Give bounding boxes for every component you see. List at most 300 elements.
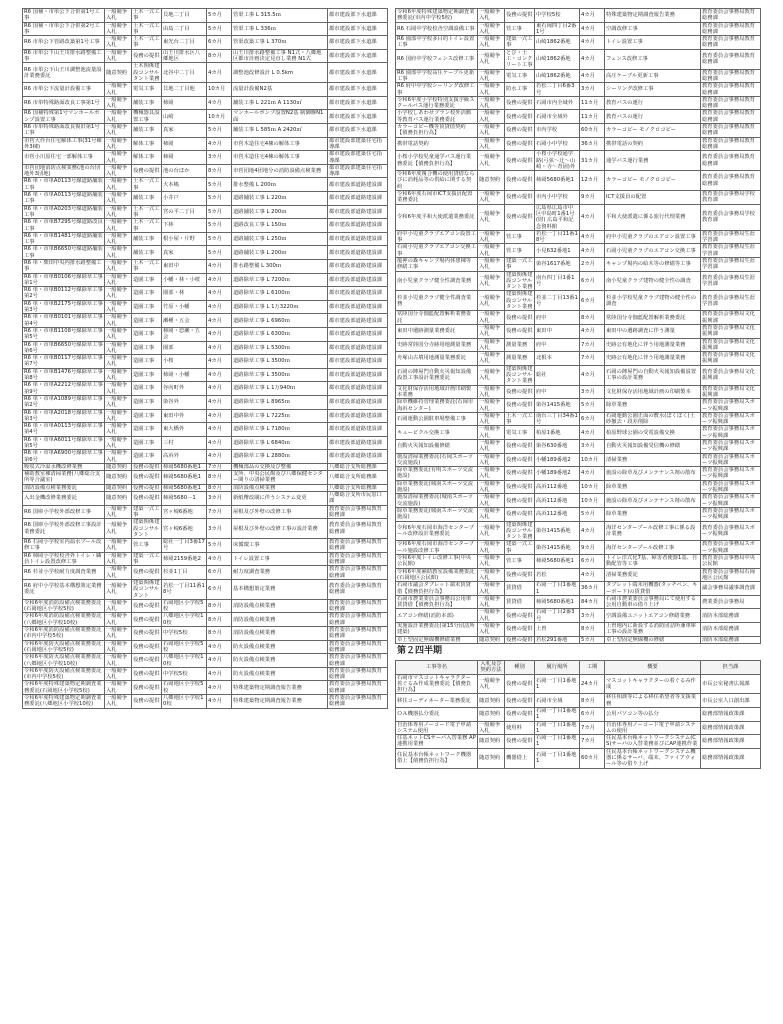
- table-cell: 舗装工事: [132, 192, 162, 206]
- table-cell: 役務の提供: [505, 480, 535, 494]
- table-cell: 屋根及び外壁の改修工事: [232, 505, 328, 519]
- table-cell: 史跡常陸国分寺跡用地測量業務: [396, 338, 478, 352]
- table-cell: 教育委員会事務局生涯学習課: [701, 230, 761, 244]
- table-cell: 一般競争入札: [105, 539, 132, 553]
- table-cell: R6 柿岡小学校校舎外トイレ・職員トイレ設置改修工事: [23, 552, 105, 566]
- section-title: 第２四半期: [397, 645, 443, 656]
- table-row: [23, 259, 388, 273]
- table-cell: 随意契約: [105, 463, 132, 470]
- table-cell: 土木一式工事: [506, 412, 533, 426]
- table-cell: 北谷中二丁目: [162, 63, 207, 83]
- table-cell: 測量業務: [505, 352, 535, 366]
- table-cell: 一般競争入札: [478, 271, 505, 291]
- table-cell: R6 園部中学校多目的トイレ設置工事: [396, 36, 478, 50]
- table-cell: 建築関係建設コンサルタント業務: [506, 365, 533, 385]
- table-cell: 空調改修工事: [605, 22, 701, 36]
- table-cell: 管工事: [505, 555, 535, 569]
- table-cell: 4カ月: [207, 287, 232, 301]
- table-cell: 令和6年度特殊建築物定期調査業務委託(石岡地区小学校5校): [23, 681, 105, 695]
- table-cell: 教育委員会事務局教育総務課: [328, 613, 388, 627]
- table-cell: 史跡公有地化に伴う用地測量業務: [605, 338, 701, 352]
- table-cell: 教育委員会事務局教育総務課: [701, 49, 761, 69]
- table-cell: 解体工事: [132, 137, 162, 151]
- table-row: [396, 636, 761, 643]
- table-cell: キューピクル交換工事: [396, 426, 478, 440]
- table-cell: 一般競争入札: [105, 164, 132, 178]
- table-cell: 4カ月: [580, 568, 605, 582]
- table-cell: 4カ月: [207, 259, 232, 273]
- table-cell: 建築一式工事: [133, 552, 160, 566]
- table-cell: 役務の提供: [132, 599, 162, 613]
- table-cell: 教育委員会事務局教育総務課: [701, 171, 761, 191]
- table-cell: 6カ月: [580, 291, 605, 311]
- table-cell: 土木一式工事: [133, 219, 160, 232]
- table-row: [396, 582, 761, 596]
- table-cell: 管工事: [505, 244, 535, 258]
- table-cell: 東大橋外: [162, 423, 207, 437]
- table-cell: 8カ月: [207, 164, 232, 178]
- table-cell: 石岡小児童クラブエアコン交換工事: [397, 244, 476, 257]
- table-row: [23, 566, 388, 580]
- table-cell: 一般競争入札: [478, 721, 505, 735]
- table-cell: 4カ月: [580, 36, 605, 50]
- table-cell: 教育バスの運行: [605, 110, 701, 124]
- table-cell: 令和6年度小学校特別支援学級スクールバス運行業務委託: [396, 96, 478, 110]
- table-cell: 10カ月: [580, 494, 605, 508]
- table-cell: 教育委員会事務局教育総務課: [328, 579, 388, 599]
- table-cell: 一般競争入札: [478, 412, 505, 426]
- table-cell: 4カ月: [580, 365, 605, 385]
- table-cell: 役務の提供: [505, 399, 535, 413]
- table-cell: R6 国補・市単公下合併第1号工事: [23, 9, 105, 23]
- table-cell: R6 市単特殊路面改良工事第1号: [23, 96, 105, 110]
- table-cell: 建築一式工事: [506, 36, 533, 49]
- table-cell: 一般競争入札: [105, 355, 132, 369]
- table-cell: 一般競争入札: [105, 613, 132, 627]
- table-cell: 特殊建築物定期調査報告業務: [232, 694, 328, 708]
- table-cell: 一般競争入札: [105, 9, 132, 23]
- table-cell: 令和6年度消防設備点検業務委託(石岡地区小学校5校): [23, 599, 105, 613]
- table-cell: 36カ月: [580, 582, 605, 596]
- table-cell: 6カ月: [580, 271, 605, 291]
- table-cell: 10カ月: [207, 110, 232, 124]
- table-cell: 石岡一丁目1番地1: [535, 707, 580, 721]
- table-cell: 基本構想策定業務: [232, 579, 328, 599]
- table-cell: 教育委員会事務局文化振興課: [701, 365, 761, 385]
- left-table: [22, 8, 388, 709]
- table-cell: 5カ月: [207, 246, 232, 260]
- table-cell: 東石岡四丁目2番1号: [535, 22, 580, 36]
- table-cell: 道路除草工事 L 8965ｍ: [232, 395, 328, 409]
- table-cell: 農業委員会事務局: [701, 595, 761, 609]
- table-cell: 竹原・小幡: [162, 300, 207, 314]
- table-cell: 杉並二丁目13番1号: [535, 291, 580, 311]
- table-cell: 造園工事: [132, 273, 162, 287]
- table-row: [396, 748, 761, 768]
- table-cell: 一般競争入札: [105, 137, 132, 151]
- table-cell: 除草業務委託(有明スポーツ交流施設): [396, 467, 478, 481]
- table-cell: 教育委員会事務局教育総務課: [701, 96, 761, 110]
- left-column: [22, 8, 387, 709]
- table-cell: 中学校5校: [162, 627, 207, 641]
- table-cell: 消防設備点検業務: [232, 484, 328, 491]
- table-cell: 都市建設部道路建設課: [328, 355, 388, 369]
- table-row: [23, 124, 388, 138]
- table-cell: 31カ月: [580, 151, 605, 171]
- column-header: 工事等名: [396, 660, 478, 674]
- table-cell: 一般競争入札: [105, 395, 132, 409]
- table-cell: 一般競争入札: [105, 96, 132, 110]
- table-cell: カラーコピー モノクロコピー: [605, 124, 701, 138]
- table-cell: 4カ月: [580, 22, 605, 36]
- table-cell: 8カ月: [207, 49, 232, 63]
- table-cell: 管工事: [505, 230, 535, 244]
- table-cell: 清掃業務: [605, 453, 701, 467]
- table-cell: 4カ月: [207, 694, 232, 708]
- column-header: 入札及び契約方法: [478, 660, 505, 674]
- table-cell: 一般競争入札: [105, 640, 132, 654]
- table-cell: 教育委員会事務局教育総務課: [328, 654, 388, 668]
- table-row: [396, 694, 761, 708]
- table-row: [23, 613, 388, 627]
- table-cell: 小桜小学校児童通学バス運行業務委託【債務負担行為】: [396, 151, 478, 171]
- table-row: [23, 232, 388, 246]
- table-cell: 3カ月: [580, 440, 605, 454]
- table-cell: 5カ月: [207, 539, 232, 553]
- table-cell: 4カ月: [207, 63, 232, 83]
- table-cell: 3カ月: [207, 151, 232, 165]
- table-cell: 染谷630番地: [535, 440, 580, 454]
- table-cell: 石岡運動公園駐車場整備工事: [396, 412, 478, 426]
- column-header: 種別: [505, 660, 535, 674]
- table-cell: 防火設備点検業務: [232, 667, 328, 681]
- table-cell: 7カ月: [580, 338, 605, 352]
- table-cell: 24カ月: [580, 674, 605, 694]
- table-cell: 一般競争入札: [478, 467, 505, 481]
- table-cell: 役務の提供: [505, 324, 535, 338]
- table-cell: 役務の提供: [505, 623, 535, 637]
- table-cell: 一般競争入札: [478, 110, 505, 124]
- table-row: [23, 36, 388, 50]
- table-cell: 一般競争入札: [478, 568, 505, 582]
- table-cell: 4カ月: [580, 467, 605, 481]
- table-row: [23, 63, 388, 83]
- table-cell: 造園工事: [132, 409, 162, 423]
- table-cell: 役務の提供: [505, 96, 535, 110]
- table-cell: 自治体専用ノーコード電子申請システム使用: [396, 721, 478, 735]
- table-cell: 史跡公有地化に伴う用地測量業務: [605, 352, 701, 366]
- table-row: [23, 539, 388, 553]
- table-cell: 役務の提供: [505, 694, 535, 708]
- table-cell: 一般競争入札: [478, 151, 505, 171]
- table-cell: 6カ月: [580, 412, 605, 426]
- table-cell: 貝地二丁目: [162, 9, 207, 23]
- table-cell: 都市建設部下水道課: [328, 110, 388, 124]
- table-cell: 一般競争入札: [105, 314, 132, 328]
- table-row: [396, 494, 761, 508]
- table-cell: 4カ月: [580, 204, 605, 230]
- table-cell: 4カ月: [580, 69, 605, 83]
- table-cell: 84カ月: [580, 595, 605, 609]
- table-cell: 排水整備 L 200ｍ: [232, 178, 328, 192]
- table-cell: 都市建設部道路建設課: [328, 382, 388, 396]
- table-cell: 防火設備点検業務: [232, 640, 328, 654]
- table-cell: 染谷1415番地: [535, 521, 580, 541]
- table-cell: 教育委員会事務局スポーツ振興課: [701, 480, 761, 494]
- table-cell: 教育バスの運行: [605, 96, 701, 110]
- table-cell: 教育委員会事務局教育総務課: [701, 151, 761, 171]
- table-cell: 三村: [162, 436, 207, 450]
- table-cell: 道路除草工事 L 6300ｍ: [232, 327, 328, 341]
- table-cell: 教育委員会事務局教育総務課: [328, 505, 388, 519]
- table-cell: 宮ヶ崎6番地: [162, 519, 207, 539]
- table-cell: R6 単・市単B1476号線除草工事第8号: [24, 368, 103, 382]
- table-cell: 機器借上: [505, 748, 535, 768]
- table-cell: 山崎1862番地: [535, 36, 580, 50]
- table-cell: 4カ月: [207, 137, 232, 151]
- table-cell: 役務の提供: [132, 667, 162, 681]
- table-cell: 令和6年度石岡市ICT支援員配置業務委託: [396, 191, 478, 205]
- table-cell: 3カ月: [207, 492, 232, 506]
- table-cell: 役務の提供: [505, 110, 535, 124]
- table-cell: 都市建設部道路建設課: [328, 300, 388, 314]
- table-cell: 根小屋・片野: [162, 232, 207, 246]
- table-cell: 都市建設部道路建設課: [328, 232, 388, 246]
- table-cell: 造園工事: [132, 314, 162, 328]
- table-row: [23, 409, 388, 423]
- table-cell: 小幡189番地2: [535, 467, 580, 481]
- right-table: [395, 8, 761, 644]
- table-cell: 教育委員会事務局教育総務課: [328, 539, 388, 553]
- table-cell: 造園工事: [132, 355, 162, 369]
- table-cell: 一般競争入札: [478, 22, 505, 36]
- table-cell: R6 単・市単A6011号線除草工事第5号: [24, 436, 103, 449]
- table-cell: R6 単・市単A2212号線除草工事第9号: [24, 382, 103, 395]
- table-cell: R6 単・市単B0112号線除草工事第2号: [24, 287, 103, 300]
- table-cell: 道路舗装工事 L 200ｍ: [232, 205, 328, 219]
- table-cell: 海洋センタープール改修工事: [605, 541, 701, 555]
- table-cell: 石岡一丁目1番地1: [535, 721, 580, 735]
- table-cell: 造園工事: [132, 450, 162, 464]
- table-cell: 常陸国分寺伽藍配置解析業務委託: [605, 311, 701, 325]
- table-row: [23, 667, 388, 681]
- table-cell: 役務の提供: [505, 151, 535, 171]
- quarter2-table: [395, 660, 761, 769]
- table-cell: 道路改良工事 L 150ｍ: [232, 219, 328, 233]
- table-cell: 南小児童クラブ健全性調査業務: [396, 271, 478, 291]
- table-cell: 舗装工事: [132, 124, 162, 138]
- table-cell: 中学校5校: [535, 9, 580, 23]
- table-cell: 住民基本台帳ネットワークシステム(CS)サーバの入替業務並びにAP連携作業: [605, 735, 701, 749]
- table-row: [23, 599, 388, 613]
- table-cell: 6カ月: [207, 566, 232, 580]
- table-cell: 教育委員会事務局スポーツ振興課: [701, 507, 761, 521]
- table-cell: 府中: [535, 385, 580, 399]
- table-cell: 一般競争入札: [105, 327, 132, 341]
- table-cell: R6 国補特殊第1号マンホールポンプ設置工事: [23, 110, 105, 124]
- table-cell: 都市建設部道路建設課: [328, 219, 388, 233]
- table-row: [23, 110, 388, 124]
- table-row: [23, 83, 388, 97]
- table-cell: 公用パソコン等の払分: [605, 707, 701, 721]
- table-cell: 随意契約: [105, 471, 132, 485]
- table-cell: 柿岡・小幡: [162, 368, 207, 382]
- table-cell: 都市建設部建築住宅指導課: [328, 151, 388, 165]
- table-cell: 建築関係建設コンサルタント: [133, 579, 160, 599]
- table-cell: 都市建設部下水道課: [328, 22, 388, 36]
- table-cell: 府中: [535, 338, 580, 352]
- table-cell: 住基ネットCSサーバ入替業務 AP連携用業務: [397, 735, 476, 748]
- table-cell: 卓上型固定無線機修繕業務: [396, 636, 478, 643]
- table-cell: 造園工事: [132, 395, 162, 409]
- table-cell: 一般競争入札: [105, 450, 132, 464]
- table-cell: 吸収式冷温水機改修業務: [23, 463, 105, 470]
- table-cell: 石岡の陣屋門の自動火災報知設備設置工事の設計業務: [605, 365, 701, 385]
- table-cell: 流量計設備N2基: [232, 83, 328, 97]
- table-cell: 9カ月: [580, 541, 605, 555]
- table-cell: 教育委員会事務局スポーツ振興課: [701, 467, 761, 481]
- table-cell: 役務の提供: [505, 191, 535, 205]
- table-cell: 造園工事: [132, 327, 162, 341]
- table-row: [23, 22, 388, 36]
- table-cell: 南台三丁目34番1号: [536, 412, 578, 426]
- table-cell: 教育委員会事務局教育総務課: [701, 110, 761, 124]
- table-cell: 一般競争入札: [478, 507, 505, 521]
- table-cell: 教育委員会事務局教育総務課: [328, 627, 388, 641]
- table-cell: 教育委員会事務局文化振興課: [701, 311, 761, 325]
- table-cell: 令和6年度トイレ改修工事(中央公民館): [396, 555, 478, 569]
- table-row: [23, 192, 388, 206]
- table-cell: 携帯電話契約: [396, 137, 478, 151]
- table-cell: 一般競争入札: [105, 423, 132, 437]
- table-cell: 随意契約: [478, 748, 505, 768]
- table-cell: 一般競争入札: [105, 409, 132, 423]
- table-cell: 役務の提供: [505, 311, 535, 325]
- table-row: [23, 341, 388, 355]
- table-row: [396, 96, 761, 110]
- table-cell: 由島二丁目: [162, 22, 207, 36]
- table-cell: 一般競争入札: [478, 480, 505, 494]
- table-cell: 杉並小児童クラブ健全性調査業務: [396, 291, 478, 311]
- column-header: 概要: [605, 660, 701, 674]
- table-row: [23, 463, 388, 470]
- table-cell: 5カ月: [207, 192, 232, 206]
- table-cell: 北根本: [535, 352, 580, 366]
- table-cell: 消防設備点検業務: [232, 599, 328, 613]
- table-cell: 舗装工事: [132, 246, 162, 260]
- table-cell: 一般競争入札: [105, 36, 132, 50]
- table-cell: 造園工事: [132, 341, 162, 355]
- table-cell: 道路除草工事 L 6840ｍ: [232, 436, 328, 450]
- table-cell: 耐力度調査業務: [232, 566, 328, 580]
- table-cell: 都市建設部道路建設課: [328, 259, 388, 273]
- table-cell: 教育委員会事務局生涯学習課: [701, 291, 761, 311]
- table-cell: 土木一式工事: [133, 205, 160, 218]
- table-cell: 5カ月: [580, 399, 605, 413]
- table-cell: 令和6年度複合機の使用貸借ならびに消耗品等の供給に関する契約: [396, 171, 478, 191]
- table-cell: 一般競争入札: [105, 519, 132, 539]
- table-cell: フェンス改修工事: [605, 49, 701, 69]
- table-cell: 4カ月: [207, 314, 232, 328]
- table-cell: 瀬種・五会: [162, 314, 207, 328]
- table-cell: 一般競争入札: [478, 555, 505, 569]
- table-cell: 石岡小中学校: [535, 137, 580, 151]
- table-cell: 教育委員会事務局教育総務課: [328, 566, 388, 580]
- table-cell: 4カ月: [580, 9, 605, 23]
- table-cell: 8カ月: [580, 623, 605, 637]
- table-cell: 入出金機改修業務委託: [23, 492, 105, 506]
- table-cell: 6カ月: [580, 707, 605, 721]
- table-cell: 山崎: [162, 110, 207, 124]
- table-cell: 4カ月: [580, 230, 605, 244]
- table-cell: R6 単・市単B7295号線道路改良工事: [24, 219, 103, 232]
- table-cell: 柿岡5680番地1: [535, 555, 580, 569]
- table-cell: 自動火災報知設備受信機の修繕: [605, 440, 701, 454]
- table-cell: R6 杉並小学校耐力度調査業務: [23, 566, 105, 580]
- table-cell: 5カ月: [580, 507, 605, 521]
- table-cell: トイレ設置工事: [605, 36, 701, 50]
- table-cell: 土木一式工事: [133, 36, 160, 49]
- table-cell: ICT支援員の配置: [605, 191, 701, 205]
- table-row: [23, 205, 388, 219]
- table-cell: 石岡一丁目1番地1: [535, 748, 580, 768]
- table-cell: 教育委員会事務局石岡地区公民館: [701, 568, 761, 582]
- table-cell: 石岡一丁目1番地1: [535, 674, 580, 694]
- table-cell: 東田中遺跡測量業務委託: [396, 324, 478, 338]
- table-cell: 柿岡5680番地1: [535, 595, 580, 609]
- table-cell: 石岡一丁目1番地1: [535, 582, 580, 596]
- table-cell: 除草業務委託(城南スポーツ交流施設): [396, 480, 478, 494]
- table-cell: 教育委員会事務局学校教育課: [701, 191, 761, 205]
- table-row: [396, 555, 761, 569]
- table-row: [396, 324, 761, 338]
- table-cell: 若松二丁目6番3号: [535, 83, 580, 97]
- table-row: [396, 49, 761, 69]
- table-cell: R6 単・市単B0106号線除草工事第1号: [24, 273, 103, 286]
- table-cell: 5カ月: [207, 205, 232, 219]
- table-cell: 役務の提供: [133, 463, 160, 470]
- table-cell: 携帯電話の契約: [605, 137, 701, 151]
- table-cell: 一般競争入札: [478, 674, 505, 694]
- table-cell: 土木一式工事: [133, 178, 160, 191]
- table-cell: 役務の提供: [132, 640, 162, 654]
- table-cell: 文化財保存活用地域計画印刷製本業務: [396, 385, 478, 399]
- table-cell: 上曽地内に新設する消防団詰所兼車庫工事の設計業務: [605, 623, 701, 637]
- table-cell: 小井戸: [162, 192, 207, 206]
- table-cell: 常陸国分寺伽藍配置解析業務委託: [396, 311, 478, 325]
- table-cell: 10カ月: [580, 480, 605, 494]
- table-cell: 高浜112番地: [535, 494, 580, 508]
- table-cell: 石岡の陣屋門自動火災報知設備設置工事設計業務委託: [396, 365, 478, 385]
- table-cell: 教育委員会事務局スポーツ振興課: [701, 494, 761, 508]
- table-cell: 一般競争入札: [478, 453, 505, 467]
- table-cell: 一般競争入札: [105, 287, 132, 301]
- table-cell: 教育委員会事務局教育総務課: [328, 640, 388, 654]
- table-cell: 教育委員会事務局教育総務課: [701, 9, 761, 23]
- table-cell: 4カ月: [207, 681, 232, 695]
- table-cell: 造園工事: [132, 300, 162, 314]
- table-cell: 真家: [162, 246, 207, 260]
- table-cell: 教育委員会事務局スポーツ振興課: [701, 412, 761, 426]
- table-cell: 建築一式工事: [506, 257, 533, 271]
- table-cell: R6 国府中学校フェンス改修工事: [396, 49, 478, 69]
- table-cell: 市長公室秘書広報課: [701, 674, 761, 694]
- table-cell: 一般競争入札: [478, 257, 505, 271]
- table-cell: 機械部品の交換及び整備: [232, 463, 328, 470]
- table-cell: 一般競争入札: [478, 191, 505, 205]
- table-cell: 3カ月: [580, 385, 605, 399]
- table-cell: 若松一丁目11番18号: [162, 579, 207, 599]
